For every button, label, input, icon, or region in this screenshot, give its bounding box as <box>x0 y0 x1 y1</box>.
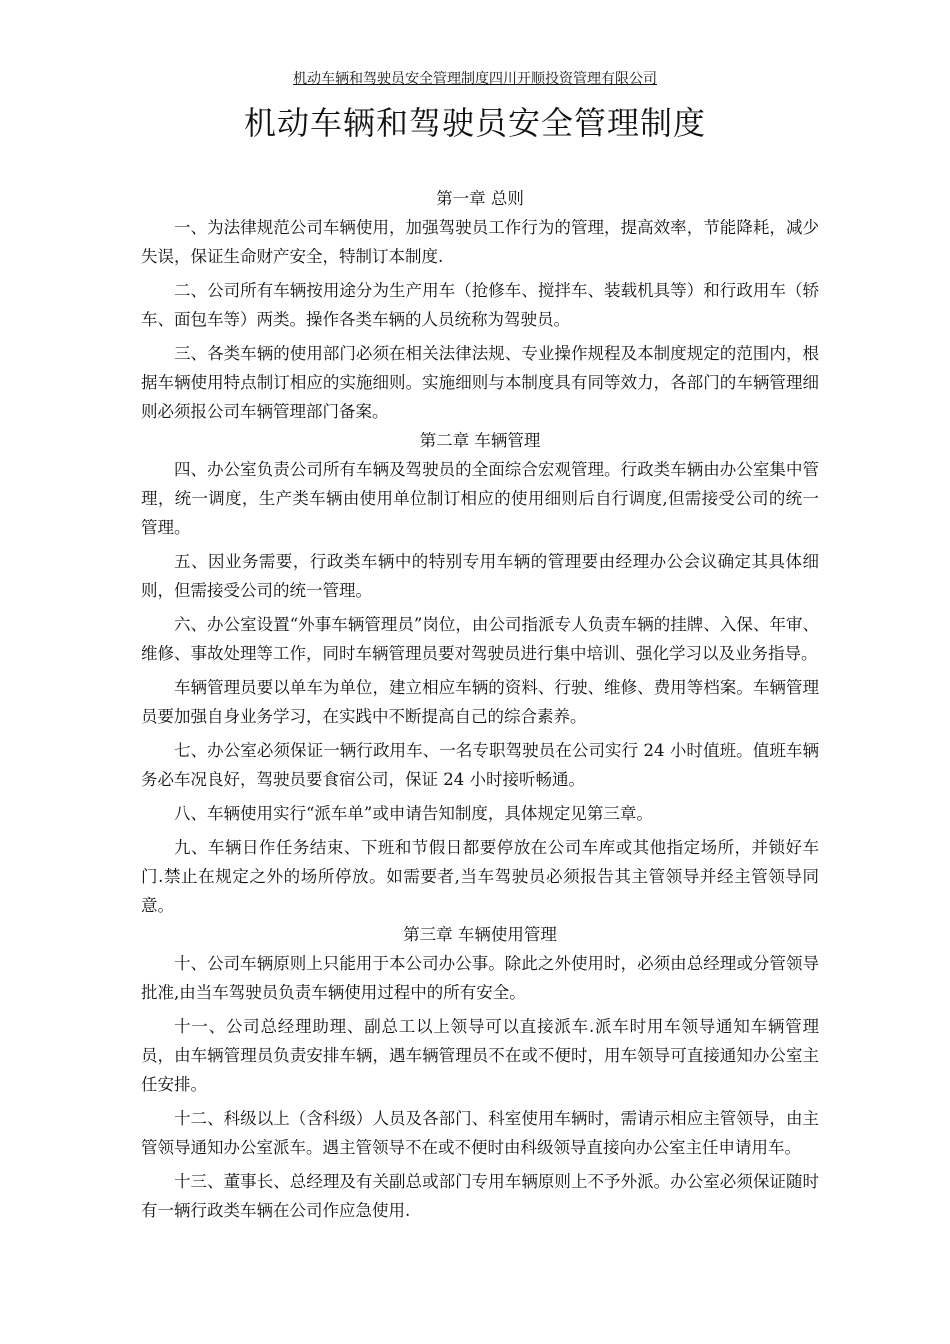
document-title: 机动车辆和驾驶员安全管理制度 <box>243 104 706 142</box>
paragraph: 车辆管理员要以单车为单位，建立相应车辆的资料、行驶、维修、费用等档案。车辆管理员要加强自身业务学习，在实践中不断提高自己的综合素养。 <box>141 678 819 726</box>
paragraph: 八、车辆使用实行“派车单”或申请告知制度，具体规定见第三章。 <box>174 804 653 823</box>
paragraph: 十二、科级以上（含科级）人员及各部门、科室使用车辆时，需请示相应主管领导，由主管领导通知办公室派车。遇主管领导不在或不便时由科级领导直接向办公室主任申请用车。 <box>141 1109 819 1157</box>
paragraph: 一、为法律规范公司车辆使用，加强驾驶员工作行为的管理，提高效率，节能降耗，减少失误，保证生命财产安全，特制订本制度. <box>141 218 819 266</box>
paragraph: 三、各类车辆的使用部门必须在相关法律法规、专业操作规程及本制度规定的范围内，根据车辆使用特点制订相应的实施细则。实施细则与本制度具有同等效力，各部门的车辆管理细则必须报公司车辆管理部门备案。 <box>141 344 819 421</box>
paragraph: 四、办公室负责公司所有车辆及驾驶员的全面综合宏观管理。行政类车辆由办公室集中管理，统一调度，生产类车辆由使用单位制订相应的使用细则后自行调度,但需接受公司的统一管理。 <box>141 460 819 537</box>
paragraph: 十、公司车辆原则上只能用于本公司办公事。除此之外使用时，必须由总经理或分管领导批准,由当车驾驶员负责车辆使用过程中的所有安全。 <box>141 954 819 1002</box>
chapter-heading: 第一章 总则 <box>436 189 524 208</box>
paragraph: 五、因业务需要，行政类车辆中的特别专用车辆的管理要由经理办公会议确定其具体细则，但需接受公司的统一管理。 <box>141 552 819 600</box>
paragraph: 十一、公司总经理助理、副总工以上领导可以直接派车.派车时用车领导通知车辆管理员，由车辆管理员负责安排车辆，遇车辆管理员不在或不便时，用车领导可直接通知办公室主任安排。 <box>141 1017 819 1094</box>
paragraph: 六、办公室设置“外事车辆管理员”岗位，由公司指派专人负责车辆的挂牌、入保、年审、维修、事故处理等工作，同时车辆管理员要对驾驶员进行集中培训、强化学习以及业务指导。 <box>141 615 819 663</box>
paragraph: 二、公司所有车辆按用途分为生产用车（抢修车、搅拌车、装载机具等）和行政用车（轿车、面包车等）两类。操作各类车辆的人员统称为驾驶员。 <box>141 281 819 329</box>
chapter-heading: 第二章 车辆管理 <box>419 431 541 450</box>
paragraph: 七、办公室必须保证一辆行政用车、一名专职驾驶员在公司实行 24 小时值班。值班车辆务必车况良好，驾驶员要食宿公司，保证 24 小时接听畅通。 <box>141 741 819 789</box>
chapter-heading: 第三章 车辆使用管理 <box>403 925 557 944</box>
paragraph: 九、车辆日作任务结束、下班和节假日都要停放在公司车库或其他指定场所，并锁好车门.禁止在规定之外的场所停放。如需要者,当车驾驶员必须报告其主管领导并经主管领导同意。 <box>141 838 819 915</box>
paragraph: 十三、董事长、总经理及有关副总或部门专用车辆原则上不予外派。办公室必须保证随时有一辆行政类车辆在公司作应急使用. <box>141 1172 819 1220</box>
document-body <box>141 184 819 1230</box>
running-header: 机动车辆和驾驶员安全管理制度四川开顺投资管理有限公司 <box>293 71 657 87</box>
